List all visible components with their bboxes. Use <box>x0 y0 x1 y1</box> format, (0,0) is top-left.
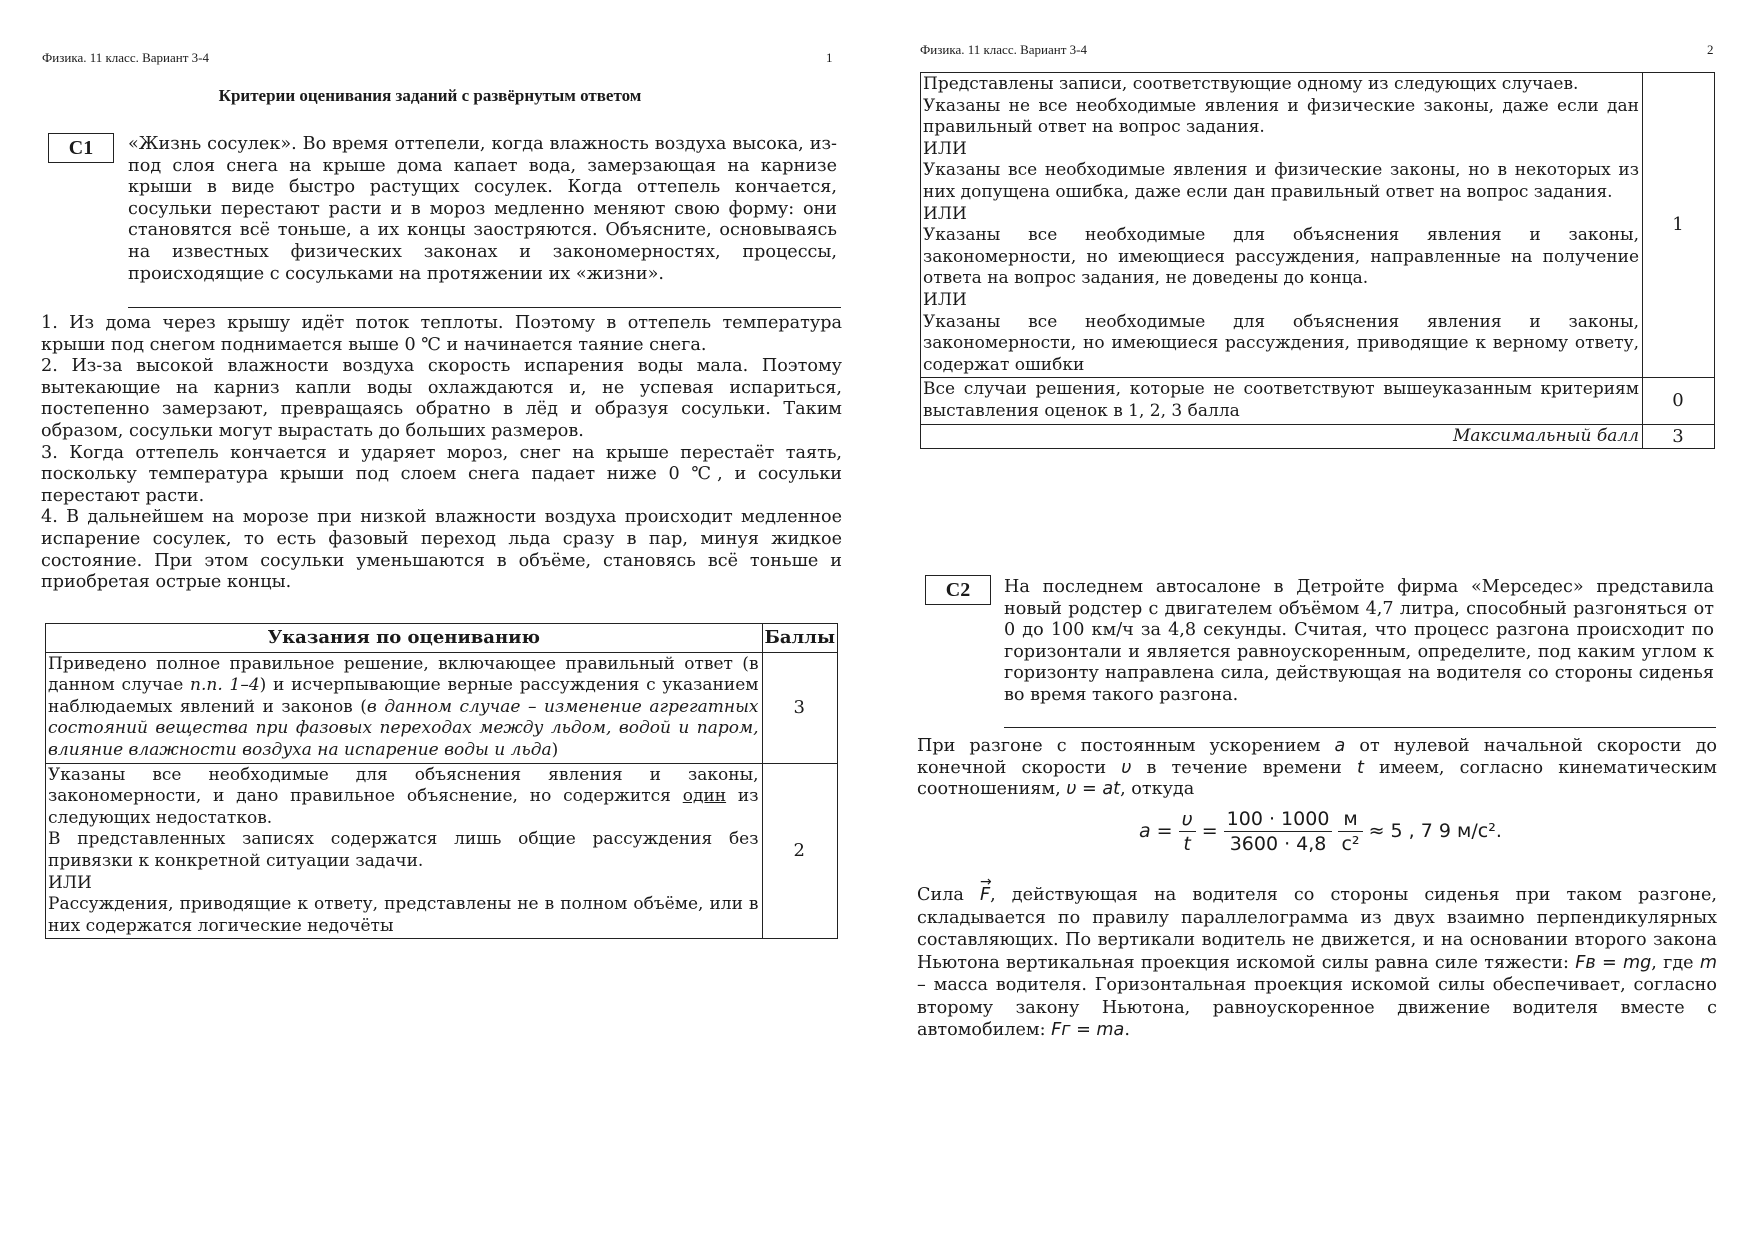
criteria-table-continued <box>920 72 1715 449</box>
answer-item: 4. В дальнейшем на морозе при низкой влажности воздуха происходит медленное испарение сосулек, то есть фазовый переход льда сразу в пар, минуя жидкое состояние. При этом сосульки уменьшаются в объёме, становясь всё тоньше и приобретая острые концы. <box>41 507 842 593</box>
fraction: $\frac{\upsilon}{t}$ <box>1179 808 1196 855</box>
page-header: Физика. 11 класс. Вариант 3-4 <box>920 42 1087 57</box>
divider <box>128 307 841 308</box>
page-header: Физика. 11 класс. Вариант 3-4 <box>42 50 209 65</box>
fraction: $\frac{100 \cdot 1000}{3600 \cdot 4,8}$ <box>1224 808 1333 855</box>
answer-item: 2. Из-за высокой влажности воздуха скорость испарения воды мала. Поэтому вытекающие на карниз капли воды охлаждаются и, не успевая испариться, постепенно замерзают, превращаясь обратно в лёд и образуя сосульки. Таким образом, сосульки могут вырастать до больших размеров. <box>41 356 842 441</box>
table-row <box>46 652 838 763</box>
max-score-value: 3 <box>1643 424 1715 449</box>
divider <box>1004 727 1716 728</box>
page-number: 2 <box>1707 42 1714 57</box>
page-number: 1 <box>826 50 833 65</box>
table-header: Указания по оцениванию <box>46 624 763 653</box>
page-2 <box>877 0 1754 1239</box>
score-cell: 2 <box>762 763 837 939</box>
task-label-c1: С1 <box>48 133 114 163</box>
formula-acceleration: a = $\frac{\upsilon}{t}$ = $\frac{100 \cdot 1000}{3600 \cdot 4,8}$ $\frac{м}{\text{с²}}$ ≈ 5 , 7 9 м/с². <box>1139 808 1502 855</box>
solution-c2-part2: Сила → F, действующая на водителя со стороны сиденья при таком разгоне, складывается по правилу параллелограмма из двух взаимно перпендикулярных составляющих. По вертикали водитель не движется, и на основании второго закона Ньютона вертикальная проекция искомой силы равна силе тяжести: Fв = mg, где m – масса водителя. Горизонтальная проекция искомой силы обеспечивает, согласно второму закону Ньютона, равноускоренное движение водителя вместе с автомобилем: Fг = ma. <box>917 874 1717 1040</box>
answer-c1 <box>41 313 842 594</box>
criteria-cell: Указаны все необходимые для объяснения явления и законы, закономерности, и дано правильное объяснение, но содержится один из следующих недостатков. В представленных записях содержатся лишь общие рассуждения без привязки к конкретной ситуации задачи. ИЛИ Рассуждения, приводящие к ответу, представлены не в полном объёме, или в них содержатся логические недочёты <box>46 763 763 939</box>
score-cell: 0 <box>1643 378 1715 424</box>
answer-item: 1. Из дома через крышу идёт поток теплоты. Поэтому в оттепель температура крыши под снегом поднимается выше 0 ℃ и начинается таяние снега. <box>41 313 842 355</box>
score-cell: 1 <box>1643 73 1715 378</box>
table-row <box>921 378 1715 424</box>
task-label-c2: С2 <box>925 575 991 605</box>
task-text-c2: На последнем автосалоне в Детройте фирма «Мерседес» представила новый родстер с двигателем объёмом 4,7 литра, способный разгоняться от 0 до 100 км/ч за 4,8 секунды. Считая, что процесс разгона происходит по горизонтали и является равноускоренным, определите, под каким углом к горизонту направлена сила, действующая на водителя со стороны сиденья во время такого разгона. <box>1004 577 1714 705</box>
max-score-label: Максимальный балл <box>921 424 1643 449</box>
page-title: Критерии оценивания заданий с развёрнутым ответом <box>218 86 642 105</box>
table-row <box>46 763 838 939</box>
force-vector: → F <box>979 874 992 905</box>
table-row <box>921 73 1715 378</box>
criteria-table <box>45 623 838 939</box>
table-header: Баллы <box>762 624 837 653</box>
table-row <box>921 424 1715 449</box>
criteria-cell: Все случаи решения, которые не соответствуют вышеуказанным критериям выставления оценок в 1, 2, 3 балла <box>921 378 1643 424</box>
fraction: $\frac{м}{\text{с²}}$ <box>1338 808 1362 855</box>
solution-c2-part1: При разгоне с постоянным ускорением a от нулевой начальной скорости до конечной скорости υ в течение времени t имеем, согласно кинематическим соотношениям, υ = at, откуда <box>917 736 1717 800</box>
criteria-cell: Представлены записи, соответствующие одному из следующих случаев. Указаны не все необходимые явления и физические законы, даже если дан правильный ответ на вопрос задания. ИЛИ Указаны все необходимые явления и физические законы, но в некоторых из них допущена ошибка, даже если дан правильный ответ на вопрос задания. ИЛИ Указаны все необходимые для объяснения явления и законы, закономерности, но имеющиеся рассуждения, направленные на получение ответа на вопрос задания, не доведены до конца. ИЛИ Указаны все необходимые для объяснения явления и законы, закономерности, но имеющиеся рассуждения, приводящие к верному ответу, содержат ошибки <box>921 73 1643 378</box>
criteria-cell: Приведено полное правильное решение, включающее правильный ответ (в данном случае п.п. 1–4) и исчерпывающие верные рассуждения с указанием наблюдаемых явлений и законов (в данном случае – изменение агрегатных состояний вещества при фазовых переходах между льдом, водой и паром, влияние влажности воздуха на испарение воды и льда) <box>46 652 763 763</box>
task-text-c1: «Жизнь сосулек». Во время оттепели, когда влажность воздуха высока, из-под слоя снега на крыше дома капает вода, замерзающая на карнизе крыши в виде быстро растущих сосулек. Когда оттепель кончается, сосульки перестают расти и в мороз медленно меняют свою форму: они становятся всё тоньше, а их концы заостряются. Объясните, основываясь на известных физических законах и закономерностях, процессы, происходящие с сосульками на протяжении их «жизни». <box>128 134 837 284</box>
answer-item: 3. Когда оттепель кончается и ударяет мороз, снег на крыше перестаёт таять, поскольку температура крыши под слоем снега падает ниже 0 ℃, и сосульки перестают расти. <box>41 442 842 506</box>
score-cell: 3 <box>762 652 837 763</box>
